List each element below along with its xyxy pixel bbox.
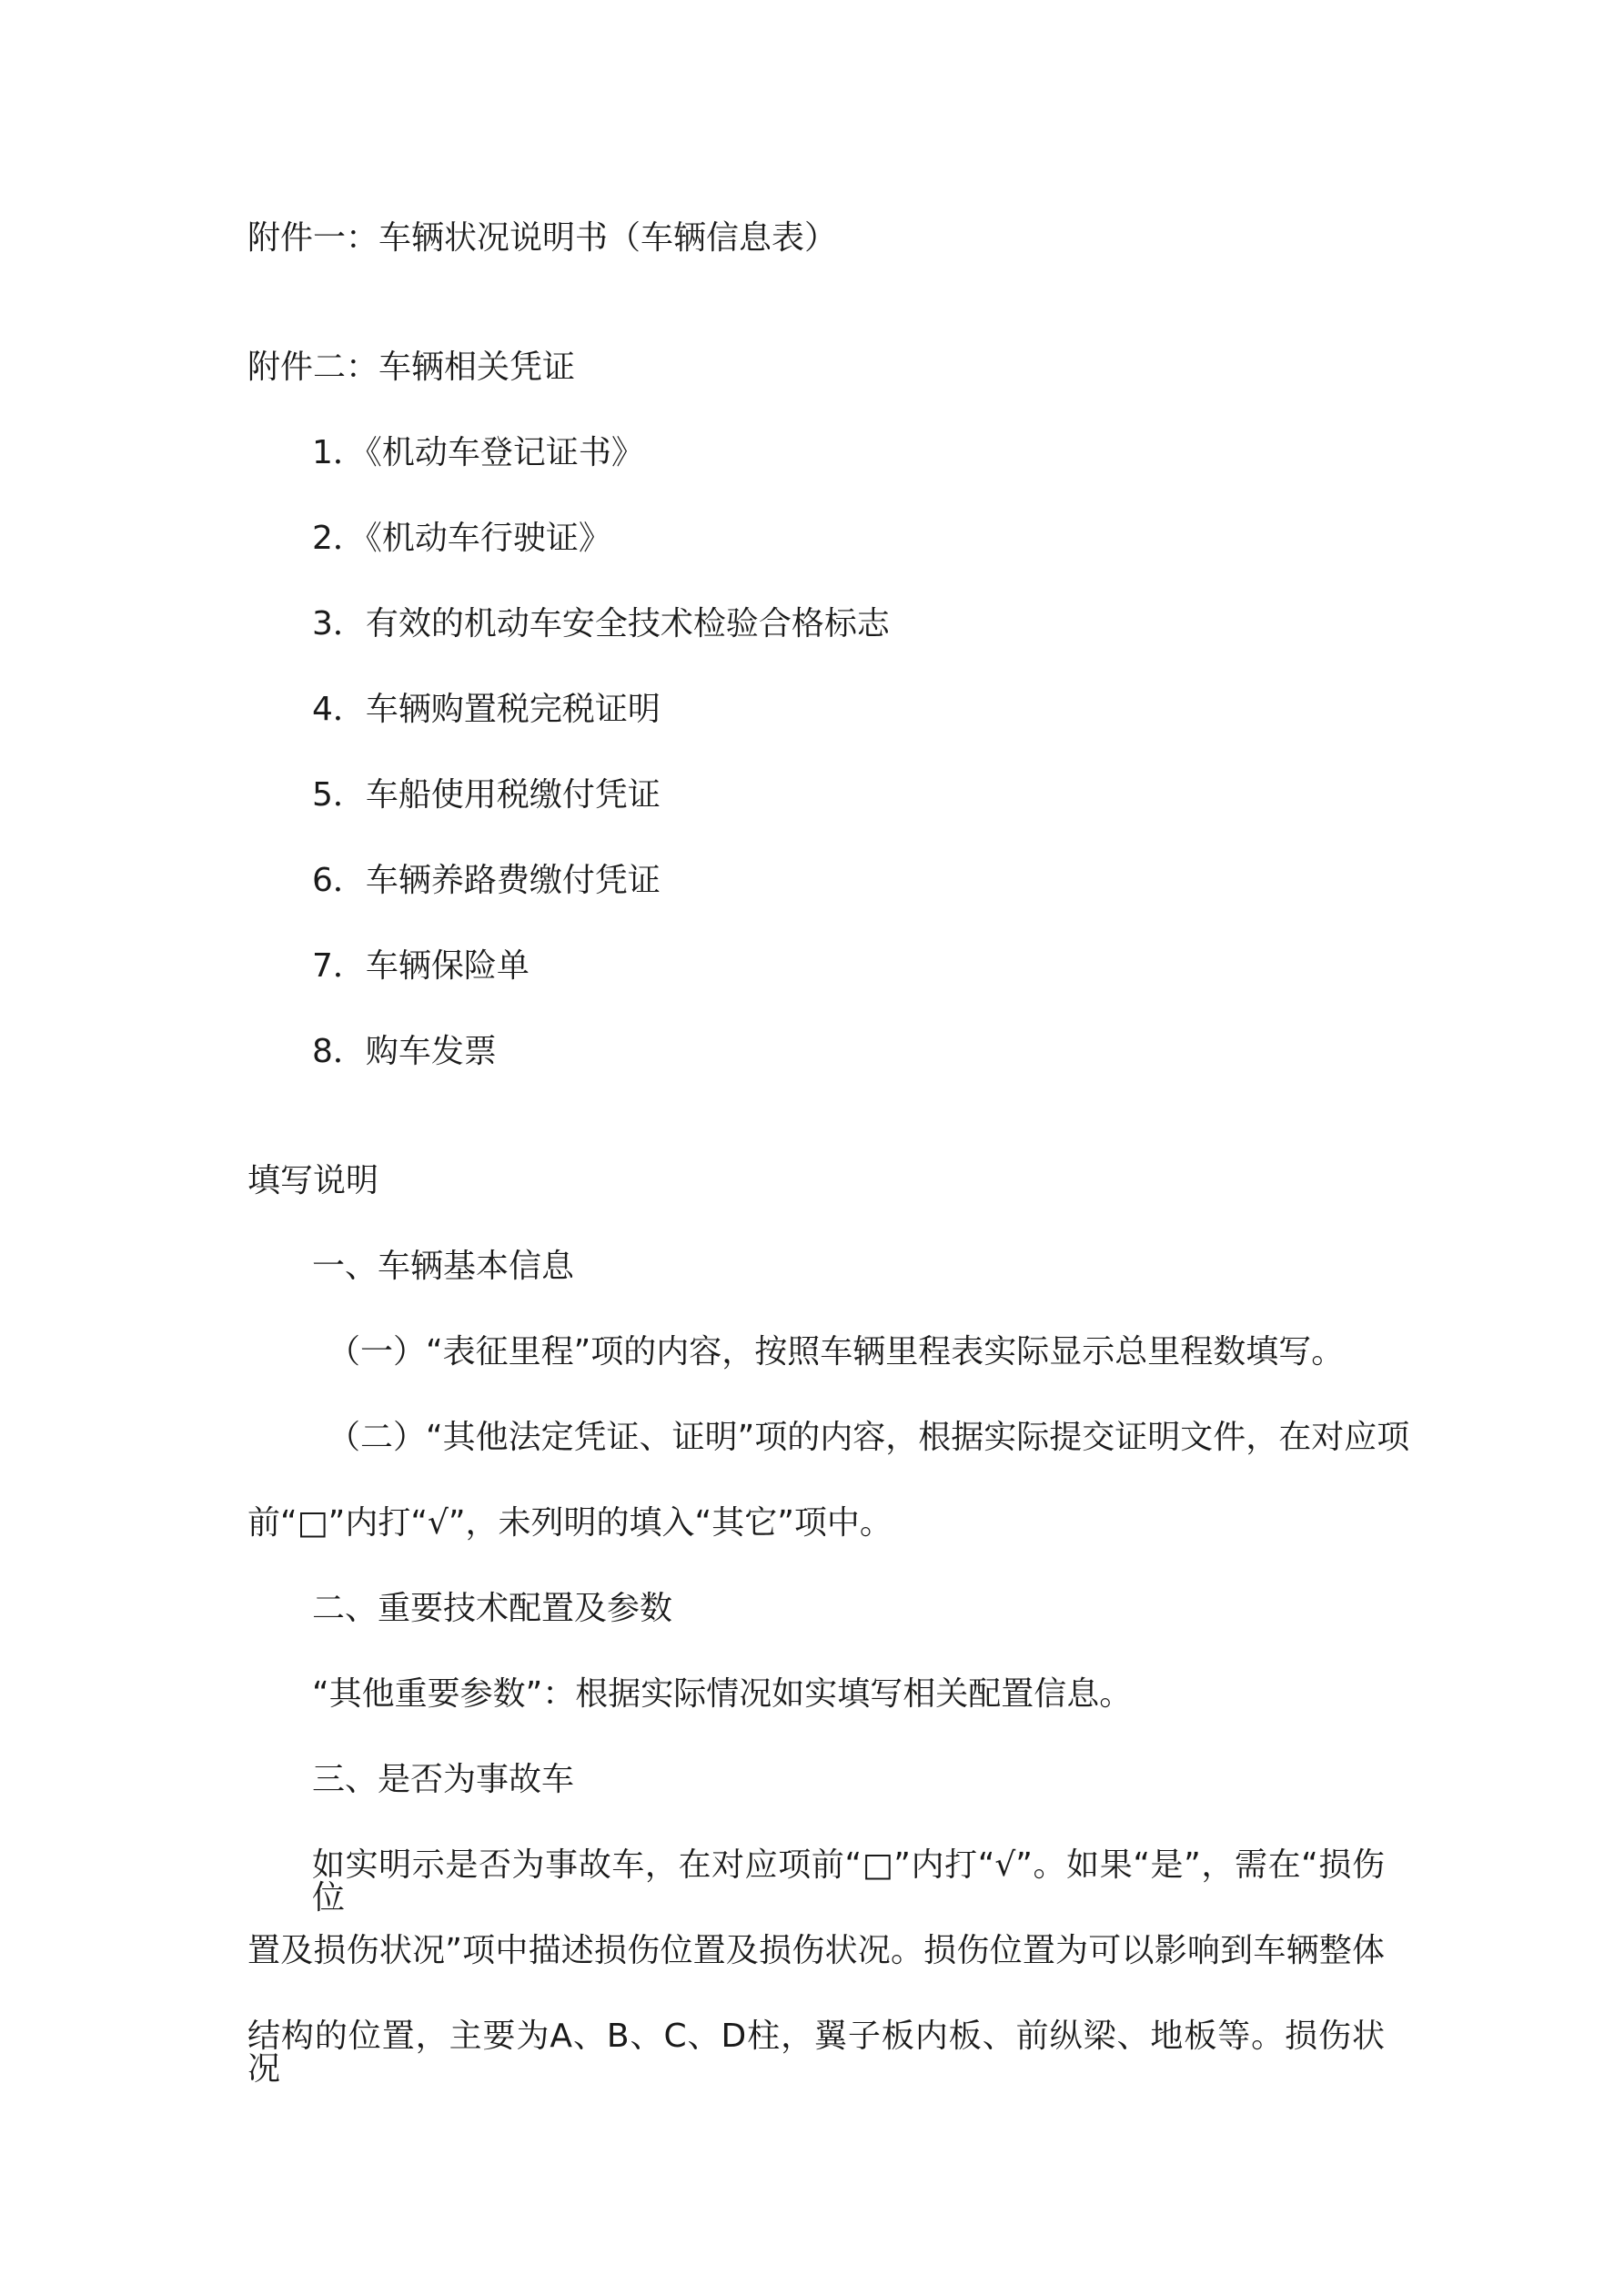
credential-item-5: 5．车船使用税缴付凭证 [312,776,661,814]
credential-item-8: 8．购车发票 [312,1033,497,1070]
section-3-line-1: 如实明示是否为事故车，在对应项前“□”内打“√”。如果“是”，需在“损伤位 [312,1846,1385,1917]
attachment-2-title: 附件二：车辆相关凭证 [247,349,576,386]
section-1-item-2-line-2: 前“□”内打“√”，未列明的填入“其它”项中。 [247,1504,893,1542]
credential-item-6: 6．车辆养路费缴付凭证 [312,862,661,899]
section-3-line-2: 置及损伤状况”项中描述损伤位置及损伤状况。损伤位置为可以影响到车辆整体 [247,1932,1385,1969]
credential-item-4: 4．车辆购置税完税证明 [312,691,661,728]
credential-item-2: 2．《机动车行驶证》 [312,520,611,557]
instructions-title: 填写说明 [247,1162,379,1199]
credential-item-1: 1．《机动车登记证书》 [312,434,644,471]
section-1-heading: 一、车辆基本信息 [312,1248,575,1285]
section-2-text: “其他重要参数”：根据实际情况如实填写相关配置信息。 [312,1675,1133,1713]
section-3-heading: 三、是否为事故车 [312,1761,575,1798]
credential-item-3: 3．有效的机动车安全技术检验合格标志 [312,605,890,642]
section-3-line-3: 结构的位置，主要为A、B、C、D柱，翼子板内板、前纵梁、地板等。损伤状况 [247,2018,1385,2088]
attachment-1-line: 附件一：车辆状况说明书（车辆信息表） [247,219,838,257]
credential-item-7: 7．车辆保险单 [312,947,530,985]
section-1-item-2-line-1: （二）“其他法定凭证、证明”项的内容，根据实际提交证明文件，在对应项 [328,1419,1410,1456]
section-2-heading: 二、重要技术配置及参数 [312,1590,673,1627]
section-1-item-1: （一）“表征里程”项的内容，按照车辆里程表实际显示总里程数填写。 [328,1333,1345,1371]
